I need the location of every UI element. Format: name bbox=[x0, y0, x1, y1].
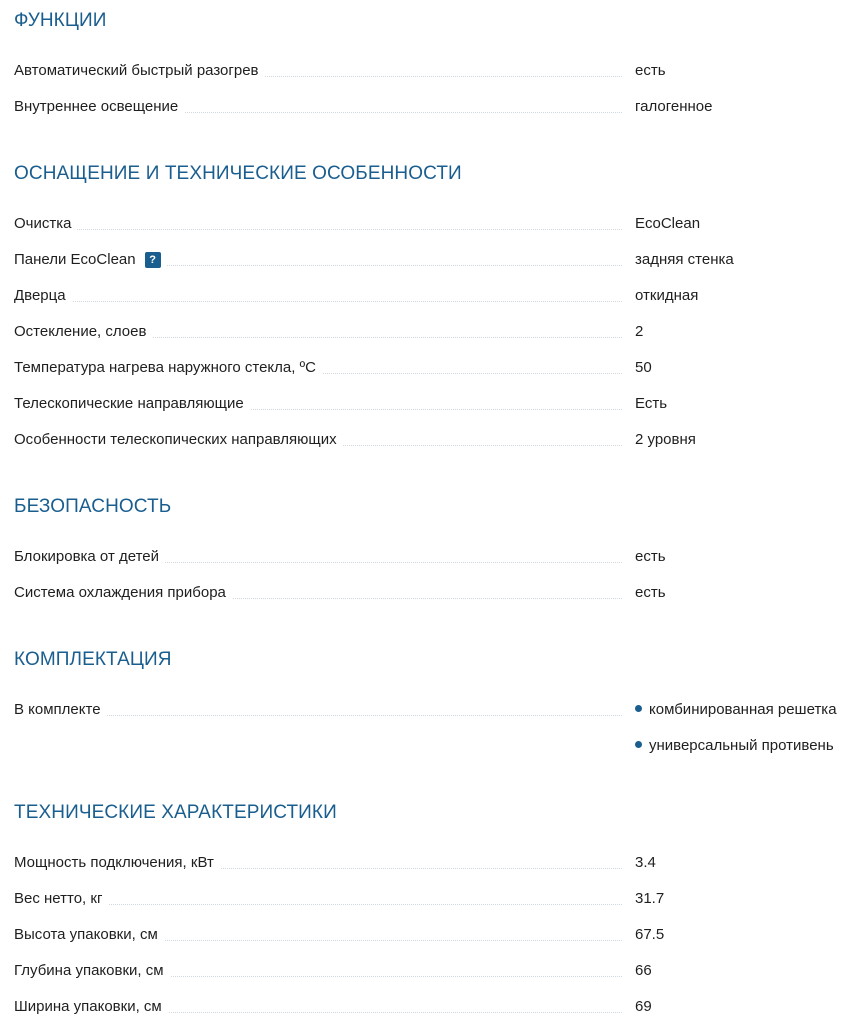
spec-label: Особенности телескопических направляющих bbox=[14, 430, 343, 450]
spec-value: EcoClean bbox=[635, 215, 701, 232]
spec-label-with-help bbox=[14, 250, 167, 270]
spec-value: 67.5 bbox=[635, 926, 665, 943]
bullet-icon bbox=[635, 705, 642, 712]
spec-value-list-item bbox=[635, 700, 837, 720]
spec-row bbox=[0, 430, 853, 454]
spec-label: Очистка bbox=[14, 214, 77, 234]
spec-value-list-item bbox=[635, 736, 834, 756]
spec-row bbox=[0, 358, 853, 382]
list-item-text: универсальный противень bbox=[649, 737, 834, 754]
spec-row bbox=[0, 547, 853, 571]
spec-row bbox=[0, 322, 853, 346]
spec-value: есть bbox=[635, 548, 666, 565]
spec-label: Автоматический быстрый разогрев bbox=[14, 61, 265, 81]
spec-row bbox=[0, 997, 853, 1021]
spec-label: Телескопические направляющие bbox=[14, 394, 250, 414]
spec-row bbox=[0, 583, 853, 607]
spec-row bbox=[0, 250, 853, 274]
spec-value: есть bbox=[635, 62, 666, 79]
spec-label: Внутреннее освещение bbox=[14, 97, 184, 117]
section-title: ФУНКЦИИ bbox=[14, 10, 107, 31]
spec-row bbox=[0, 214, 853, 238]
spec-row bbox=[0, 700, 853, 724]
spec-row bbox=[0, 853, 853, 877]
spec-label: Остекление, слоев bbox=[14, 322, 152, 342]
section-title: ОСНАЩЕНИЕ И ТЕХНИЧЕСКИЕ ОСОБЕННОСТИ bbox=[14, 163, 462, 184]
spec-value: откидная bbox=[635, 287, 699, 304]
section-title: ТЕХНИЧЕСКИЕ ХАРАКТЕРИСТИКИ bbox=[14, 802, 337, 823]
spec-row bbox=[0, 97, 853, 121]
spec-row-continuation bbox=[0, 736, 853, 760]
list-item-text: комбинированная решетка bbox=[649, 701, 837, 718]
spec-label: Температура нагрева наружного стекла, ºC bbox=[14, 358, 322, 378]
spec-label: Дверца bbox=[14, 286, 72, 306]
spec-value: Есть bbox=[635, 395, 668, 412]
bullet-icon bbox=[635, 741, 642, 748]
spec-row bbox=[0, 61, 853, 85]
spec-value: 2 уровня bbox=[635, 431, 696, 448]
spec-label: Мощность подключения, кВт bbox=[14, 853, 220, 873]
spec-value: 69 bbox=[635, 998, 652, 1015]
spec-label: Блокировка от детей bbox=[14, 547, 165, 567]
spec-row bbox=[0, 889, 853, 913]
help-icon[interactable]: ? bbox=[145, 252, 161, 268]
spec-label: Высота упаковки, см bbox=[14, 925, 164, 945]
spec-value: есть bbox=[635, 584, 666, 601]
spec-label: Ширина упаковки, см bbox=[14, 997, 168, 1017]
spec-row bbox=[0, 286, 853, 310]
spec-value: 31.7 bbox=[635, 890, 665, 907]
spec-row bbox=[0, 925, 853, 949]
spec-label-text: Панели EcoClean bbox=[14, 251, 136, 268]
spec-value: задняя стенка bbox=[635, 251, 734, 268]
spec-label: Глубина упаковки, см bbox=[14, 961, 170, 981]
spec-value: 50 bbox=[635, 359, 652, 376]
spec-value: 66 bbox=[635, 962, 652, 979]
spec-row bbox=[0, 961, 853, 985]
section-title: БЕЗОПАСНОСТЬ bbox=[14, 496, 172, 517]
spec-row bbox=[0, 394, 853, 418]
spec-value: 2 bbox=[635, 323, 644, 340]
spec-label: Вес нетто, кг bbox=[14, 889, 108, 909]
section-title: КОМПЛЕКТАЦИЯ bbox=[14, 649, 172, 670]
spec-label: Система охлаждения прибора bbox=[14, 583, 232, 603]
spec-label: В комплекте bbox=[14, 700, 107, 720]
spec-value: 3.4 bbox=[635, 854, 656, 871]
spec-value: галогенное bbox=[635, 98, 713, 115]
